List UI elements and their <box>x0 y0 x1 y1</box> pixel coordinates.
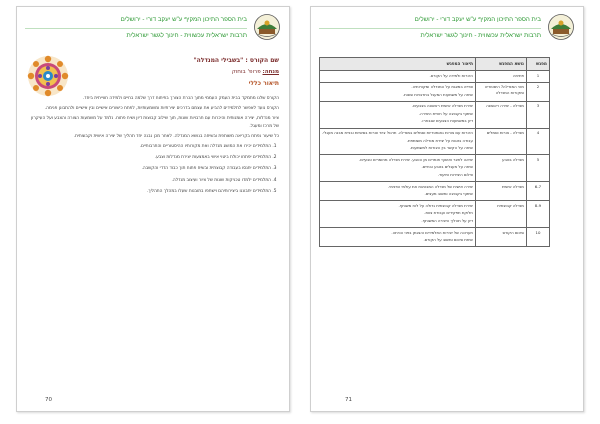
session-number-cell: 1 <box>526 71 549 83</box>
description-line: צילום היצירות ותיעוד. <box>437 172 473 178</box>
description-line: היכרות ולמידה על הקורס. <box>429 72 473 78</box>
course-guide-value: פרופ' בוחוק <box>231 69 261 75</box>
description-line: דיון על תהליך היצירה המשותף. <box>421 218 473 223</box>
session-topic-cell: מנדלה - צורות וסמלים <box>475 128 526 155</box>
session-description-cell <box>320 182 476 201</box>
course-title-value: "בשבילי המנדלה" <box>193 57 244 64</box>
course-guide-label: מנחה: <box>262 69 279 75</box>
objective-item: 1. התלמידים יכירו את המושג מנדלה ואת מקורותיו ההיסטוריים והתרבותיים. <box>27 143 271 150</box>
table-body <box>320 71 550 247</box>
page-number: 71 <box>345 397 352 403</box>
description-line: יצירה אישית של מנדלה המבטאת את עולמי הפנימי. <box>388 183 473 189</box>
header-line-2: תרבות ישראלית עכשווית - חינוך לגשר ישראלית <box>420 32 541 39</box>
course-title <box>193 57 279 64</box>
header-line-1: בית הספר התיכון המקיף ע"ש יעקב דורי - ירושלים <box>414 16 541 23</box>
description-line: תערוכה של יצירות התלמידים והצגתן בפני הכיתה. <box>391 229 473 235</box>
session-description-cell <box>320 71 476 83</box>
table-row <box>320 182 550 201</box>
session-number-cell: 3 <box>526 101 549 128</box>
description-line: היכרות עם צורות גאומטריות וסמלים במנדלה. תרגול ציור צורות בסיסיות ובניית מבנה מעגלי. <box>322 130 473 136</box>
objective-item: 4. התלמידים ילמדו טכניקות שונות של ציור ועיצוב מנדלה. <box>27 177 271 184</box>
mandala-icon <box>27 55 69 97</box>
table-row <box>320 201 550 228</box>
column-header-description: תיאור המפגש <box>320 58 476 71</box>
session-number-cell: 6-7 <box>526 182 549 201</box>
column-header-topic: נושא המפגש <box>475 58 526 71</box>
session-topic-cell: סיכום הקורס <box>475 228 526 247</box>
session-number-cell: 5 <box>526 155 549 182</box>
header-line-1: בית הספר התיכון המקיף ע"ש יעקב דורי - ירושלים <box>120 16 247 23</box>
table-row <box>320 101 550 128</box>
description-line: עבודה בזוגות על יצירת מנדלה משותפת. <box>406 137 473 143</box>
course-guide <box>232 69 279 75</box>
description-line: צפייה במצגת על המנדלה ומקורותיה. <box>411 84 473 90</box>
header-line-2: תרבות ישראלית עכשווית - חינוך לגשר ישראלית <box>126 32 247 39</box>
session-number-cell: 4 <box>526 128 549 155</box>
page-header <box>25 13 281 47</box>
table-row <box>320 71 550 83</box>
course-description <box>27 95 279 199</box>
session-description-cell <box>320 101 476 128</box>
objective-item: 5. התלמידים יתבוננו ביצירותיהם וישתפו בתובנות שעלו במהלך התהליך. <box>27 188 271 195</box>
document-page-right <box>310 6 584 412</box>
session-topic-cell: פתיחה <box>475 71 526 83</box>
table-row <box>320 228 550 247</box>
session-description-cell <box>320 201 476 228</box>
description-line: חלוקת תפקידים ועבודת צוות. <box>424 210 473 216</box>
description-line: יציאה לחצר ואיסוף חומרים מן הטבע. יצירת מנדלה מחומרים טבעיים. <box>359 156 473 162</box>
session-topic-cell: מנדלה - יצירה ראשונה <box>475 101 526 128</box>
table-row <box>320 82 550 101</box>
course-title-label: שם הקורס : <box>245 57 279 64</box>
table-row <box>320 155 550 182</box>
session-number-cell: 2 <box>526 82 549 101</box>
description-line: יצירת מנדלה קבוצתית גדולה על לוח משותף. <box>398 202 473 208</box>
description-line: שיתוף בקבוצה על חוויית היצירה. <box>418 110 473 116</box>
objective-item: 3. התלמידים יתנסו בעבודה קבוצתית ובשיח פתוח תוך כבוד הדדי והקשבה. <box>27 165 271 172</box>
session-number-cell: 10 <box>526 228 549 247</box>
document-page-left <box>16 6 290 412</box>
description-line: שיחה על משמעות המעגל בתרבויות שונות. <box>402 91 473 97</box>
school-logo-icon <box>253 13 281 41</box>
session-topic-cell: מהי המנדלה? היסטוריה ומקורות המנדלה <box>475 82 526 101</box>
general-description-heading: תיאור כללי <box>248 80 279 87</box>
description-line: יצירת מנדלה אישית ראשונה בצבעים. <box>411 103 473 109</box>
session-description-cell <box>320 155 476 182</box>
session-topic-cell: מנדלה אישית <box>475 182 526 201</box>
description-paragraph: כל שיעור נפתח בקריאה משותפת ובשיחה בנושא המנדלה. לאחר מכן נבנה יחד תהליך של יצירה אישית וקבוצתית. <box>73 133 279 139</box>
header-rule <box>25 28 247 29</box>
session-description-cell <box>320 128 476 155</box>
description-paragraph: ציור מנדלות, יצירה אומנותית והיכרות עם תרבויות שונות, תוך שילוב קבוצות דיון ושיח פתוח. נלמד על משמעות הצורה והצבע ועל העיקרון של מרכז ומעגל. <box>30 116 279 129</box>
session-description-cell <box>320 228 476 247</box>
objectives-list <box>27 143 279 195</box>
page-number: 70 <box>45 397 52 403</box>
session-topic-cell: מנדלה בטבע <box>475 155 526 182</box>
objective-item: 2. התלמידים יפתחו יכולת ביטוי אישי באמצעות יצירת מנדלות וצבע. <box>27 154 271 161</box>
description-line: שיחת סיכום ומשוב על הקורס. <box>423 237 473 243</box>
description-line: שיחה על מעגלים בטבע ובחיים. <box>421 164 473 170</box>
table-row <box>320 128 550 155</box>
table-header-row <box>320 58 550 71</box>
session-number-cell: 8-9 <box>526 201 549 228</box>
school-logo-icon <box>547 13 575 41</box>
session-topic-cell: מנדלה קבוצתית <box>475 201 526 228</box>
header-rule <box>319 28 541 29</box>
description-line: דיון במשמעות הצבעים שנבחרו. <box>421 118 473 124</box>
description-paragraph: הקורס שלנו מתמקד בבית העמק העממי מתוך הכרת הצורך בפיתוח דרך שלמה בחיים ולמידה חווייתית ביחד. <box>82 96 279 101</box>
description-paragraph: הקורס נועד לאפשר לתלמידים להביע את עצמם בדרכים יצירתיות ומשמעותיות, לפתח כישורים אישיים ובין אישיים ולהתבונן פנימה. <box>44 106 279 112</box>
column-header-session: מפגש <box>526 58 549 71</box>
sessions-table <box>319 57 550 247</box>
page-header <box>319 13 575 47</box>
session-description-cell <box>320 82 476 101</box>
description-line: שיחה על הקשר בין הצורות למשמעות. <box>409 145 473 151</box>
description-line: שיתוף בקבוצה ומשוב מעצים. <box>424 191 473 197</box>
